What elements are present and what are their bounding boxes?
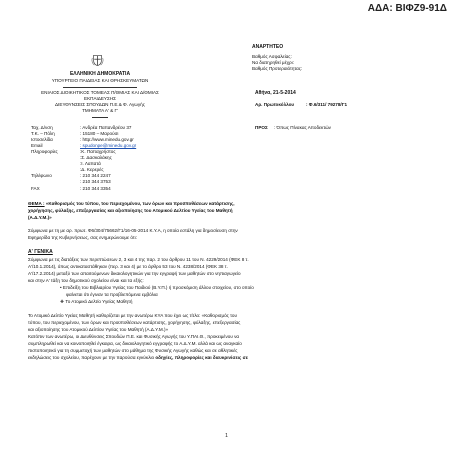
subject-text: (Α.Δ.Υ.Μ.)»	[28, 215, 52, 220]
paragraph-line: συμπληρωθεί και να κοινοποιηθεί έγκαιρα, ως δικαιολογητικό εγγραφής το Α.Δ.Υ.Μ. αλλά και ως αναγκαίο	[28, 341, 242, 346]
subject-text: χορήγησης, φύλαξης, επεξεργασίας και αξιοποίησης του Ατομικού Δελτίου Υγείας του Μαθητή	[28, 208, 233, 213]
priority-level: Βαθμός Προτεραιότητας:	[252, 66, 303, 71]
contact-label: Ιστοσελίδα	[31, 137, 53, 142]
paragraph-line: και αξιοποίησης του Ατομικού Δελτίου Υγείας του Μαθητή (Α.Δ.Υ.Μ.)»	[28, 327, 169, 332]
contact-value: :Ι. Λαπατά	[80, 161, 101, 166]
ministry-name: ΥΠΟΥΡΓΕΙΟ ΠΑΙΔΕΙΑΣ ΚΑΙ ΘΡΗΣΚΕΥΜΑΤΩΝ	[51, 78, 149, 83]
page-number: 1	[225, 433, 228, 439]
directorate-name: ΔΙΕΥΘΥΝΣΕΙΣ ΣΠΟΥΔΩΝ Π.Ε.& Φ. Αγωγής	[55, 102, 145, 107]
contact-value: :Δ. Κερερές	[80, 167, 104, 172]
security-level: Βαθμός Ασφαλείας:	[252, 54, 292, 59]
contact-value: :Κ. Παπαχρήστος	[80, 149, 116, 154]
email-link[interactable]: : spudonpe@minedu.gov.gr	[80, 143, 137, 148]
intro-text: Εφημερίδα της Κυβερνήσεως, σας ενημερώνουμε ότι:	[28, 235, 137, 240]
paragraph-line: Σύμφωνα με τις διατάξεις των περιπτώσεων 2, 3 και 4 της παρ. 2 του άρθρου 11 του Ν. 4229/2014 (ΦΕΚ 8 τ.	[28, 257, 249, 262]
contact-value: : Ανδρέα Παπανδρέου 37	[80, 125, 132, 130]
departments-name: ΤΜΗΜΑΤΑ Α' & Γ'	[82, 108, 118, 113]
publication-status: ΑΝΑΡΤΗΤΕΟ	[252, 44, 284, 50]
paragraph-line: Το Ατομικό Δελτίο Υγείας Μαθητή καθορίζεται με την ανωτέρω ΚΥΑ που έχει ως τίτλο: «Καθορισμός του	[28, 313, 237, 318]
contact-value: : 210 344 3354	[80, 186, 111, 191]
paragraph-line: εκδηλώσεις του σχολείου, παρέχουν με την παρούσα εγκύκλιο οδηγίες, πληροφορίες και διευκρινίσεις σε	[28, 355, 248, 360]
diamond-bullet-icon: ❖	[60, 299, 66, 304]
country-name: ΕΛΛΗΝΙΚΗ ΔΗΜΟΚΡΑΤΙΑ	[69, 71, 131, 77]
retention-period: Να διατηρηθεί μέχρι:	[252, 60, 294, 65]
contact-label: Τ.Κ. – Πόλη	[31, 131, 55, 136]
sector-line-2: ΕΚΠΑΙΔΕΥΣΗΣ	[84, 96, 116, 101]
emphasized-text: οδηγίες, πληροφορίες και διευκρινίσεις σε	[155, 355, 248, 360]
bullet-icon: •	[60, 285, 63, 290]
greek-coat-of-arms-icon	[91, 54, 104, 67]
sector-line-1: ΕΝΙΑΙΟΣ ΔΙΟΙΚΗΤΙΚΟΣ ΤΟΜΕΑΣ Π/ΘΜΙΑΣ ΚΑΙ Δ/ΘΜΙΑΣ	[41, 90, 159, 95]
contact-label: Πληροφορίες	[31, 149, 58, 154]
contact-value: : 210 344 2247	[80, 173, 111, 178]
list-item-continuation: φαίνεται ότι έγιναν τα προβλεπόμενα εμβόλια	[66, 292, 158, 297]
protocol-label: Αρ. Πρωτοκόλλου	[255, 102, 295, 107]
list-item: ❖ Το Ατομικό Δελτίο Υγείας Μαθητή	[60, 299, 133, 304]
paragraph-line: και στην Α' τάξη του δημοτικού σχολείου είναι και τα εξής:	[28, 278, 144, 283]
section-title: Α' ΓΕΝΙΚΑ	[28, 249, 53, 255]
subject-line	[28, 201, 426, 207]
paragraph-line: πιστοποιητικό για τη συμμετοχή των μαθητών στο μάθημα της Φυσικής Αγωγής καθώς και σε αθλητικές	[28, 348, 238, 353]
list-item: • Επιδείξη του Βιβλιαρίου Υγείας του Παιδιού (Β.Υ.Π.) ή προσκόμιση άλλου στοιχείου, στο οποίο	[60, 285, 254, 290]
paragraph-line: Α'/10.1.2014), όπως αντικαταστάθηκαν (περ. 3 και 4) με το άρθρο 53 του Ν. 4238/2014 (ΦΕΚ 38 τ.	[28, 264, 228, 269]
recipients-value: : Όπως Πίνακας Αποδεκτών	[274, 125, 331, 130]
date-line: Αθήνα, 21-5-2014	[255, 90, 296, 96]
contact-value: : 15180 – Μαρούσι	[80, 131, 119, 136]
contact-value: : 210 344 3753	[80, 179, 111, 184]
contact-value: :Σ. Δασκαλάκης	[80, 155, 112, 160]
contact-label: Τηλέφωνο	[31, 173, 52, 178]
subject-label: ΘΕΜΑ :	[28, 201, 45, 206]
contact-label: Email	[31, 143, 43, 148]
paragraph-line: Α'/17.2.2014) μεταξύ των απαιτούμενων δικαιολογητικών για την εγγραφή των μαθητών στο νηπιαγωγείο	[28, 271, 241, 276]
divider	[63, 87, 137, 88]
recipients-label: ΠΡΟΣ	[255, 125, 268, 130]
ada-code: ΑΔΑ: ΒΙΦΖ9-91Δ	[367, 3, 447, 14]
intro-text: Σύμφωνα με τη με αρ. πρωτ. Φ6/304/75662/Γ1/16-05-2014 Κ.Υ.Α, η οποία εστάλη για δημοσίευση στην	[28, 228, 238, 233]
paragraph-line: Κατόπιν των ανωτέρω, οι Διευθύνσεις Σπουδών Π.Ε. και Φυσικής Αγωγής του Υ.ΠΑΙ.Θ., προκειμένου να	[28, 334, 240, 339]
subject-text: «Καθορισμός του τύπου, του περιεχομένου, των όρων και προϋποθέσεων κατάρτισης,	[45, 201, 235, 206]
website-link[interactable]: : http://www.minedu.gov.gr	[80, 137, 134, 142]
protocol-number: : Φ.6/311/ 79278/Γ1	[306, 102, 348, 107]
paragraph-line: τύπου, του περιεχομένου, των όρων και προϋποθέσεων κατάρτισης, χορήγησης, φύλαξης, επεξεργασίας	[28, 320, 241, 325]
contact-label: Ταχ. Δ/νση	[31, 125, 53, 130]
contact-label: FAX	[31, 186, 40, 191]
divider	[92, 117, 108, 118]
